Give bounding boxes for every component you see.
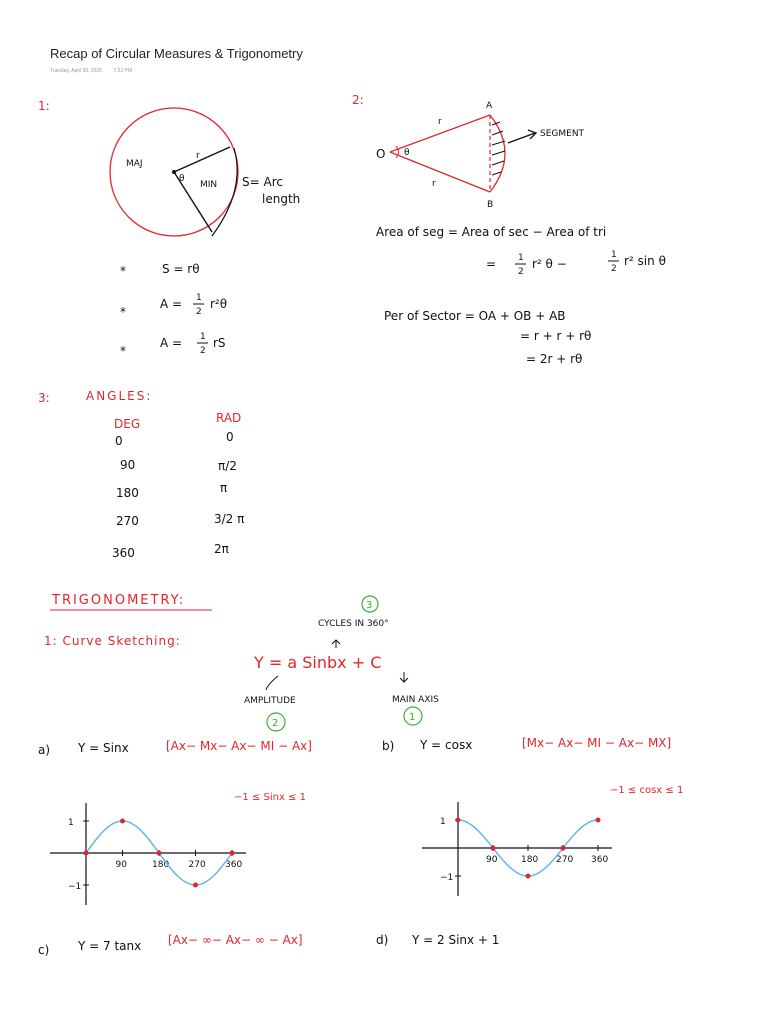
part-d-label: d): [376, 933, 389, 947]
amplitude-label: AMPLITUDE: [244, 696, 296, 706]
cos-key-point: [456, 818, 461, 823]
rad-header: RAD: [216, 411, 242, 425]
formula-area2-suffix: rS: [213, 336, 226, 350]
circle-1-label: 1: [409, 712, 416, 723]
cos-graph: [422, 802, 612, 896]
rad-row-5: 2π: [214, 542, 229, 556]
circle-3-label: 3: [366, 600, 373, 611]
area-half-den-2: 2: [611, 264, 617, 274]
page-date: Tuesday, April 29, 2025: [50, 68, 102, 74]
sector-r-top: r: [438, 117, 442, 127]
radius-label: r: [196, 151, 200, 161]
page-time: 7:22 PM: [113, 68, 132, 74]
section-1-number: 1:: [38, 99, 50, 113]
centre-point: [172, 170, 176, 174]
arc-label-1: S= Arc: [242, 175, 283, 189]
star-1: *: [120, 264, 126, 278]
sin-key-point: [157, 851, 162, 856]
sin-x-tick-label: 360: [225, 860, 243, 870]
area-half-num-1: 1: [518, 253, 524, 263]
part-a-pattern: [Ax− Mx− Ax− MI − Ax]: [166, 739, 312, 753]
rad-row-1: 0: [226, 430, 234, 444]
formula-area-suffix: r²θ: [210, 297, 228, 311]
area-seg-term-2: r² sin θ: [624, 254, 666, 268]
half-num-1: 1: [196, 293, 202, 303]
section-1: [38, 99, 300, 358]
radius-line-1: [174, 147, 230, 172]
deg-row-2: 90: [120, 458, 136, 472]
theta-label: θ: [179, 174, 185, 184]
main-axis-arrow: [400, 672, 408, 682]
sin-key-point: [84, 851, 89, 856]
rad-row-3: π: [220, 481, 228, 495]
cos-key-point: [596, 818, 601, 823]
part-c-pattern: [Ax− ∞− Ax− ∞ − Ax]: [168, 933, 303, 947]
deg-row-3: 180: [116, 486, 139, 500]
half-num-2: 1: [200, 332, 206, 342]
area-seg-eq: =: [486, 257, 497, 271]
cos-y-tick-label: 1: [440, 817, 446, 827]
deg-row-4: 270: [116, 514, 139, 528]
section-3: [38, 389, 244, 560]
part-b-label: b): [382, 739, 395, 753]
formula-arc: S = rθ: [162, 262, 200, 276]
perimeter-line-3: = 2r + rθ: [526, 352, 583, 366]
sin-x-tick-label: 270: [188, 860, 206, 870]
rad-row-4: 3/2 π: [214, 512, 245, 526]
trig-subtitle: 1: Curve Sketching:: [44, 634, 181, 648]
part-b-pattern: [Mx− Ax− MI − Ax− MX]: [522, 736, 672, 750]
point-o: O: [376, 147, 386, 161]
formula-area-prefix: A =: [160, 297, 183, 311]
point-a: A: [486, 101, 493, 111]
sin-x-tick-label: 180: [152, 860, 170, 870]
arc-label-2: length: [262, 192, 301, 206]
area-half-num-2: 1: [611, 250, 617, 260]
sector-theta: θ: [404, 148, 410, 158]
cos-key-point: [491, 846, 496, 851]
angles-title: ANGLES:: [86, 389, 153, 403]
cos-key-point: [526, 874, 531, 879]
area-seg-line-1: Area of seg = Area of sec − Area of tri: [376, 225, 607, 239]
sector-r-bottom: r: [432, 179, 436, 189]
formula-area2-prefix: A =: [160, 336, 183, 350]
part-a-equation: Y = Sinx: [78, 741, 129, 755]
section-2: [352, 93, 666, 366]
deg-row-5: 360: [112, 546, 135, 560]
sector-side-ob: [390, 152, 490, 192]
page-title: Recap of Circular Measures & Trigonometry: [50, 46, 303, 61]
general-formula: Y = a Sinbx + C: [254, 653, 382, 672]
section-3-number: 3:: [38, 391, 50, 405]
cos-x-tick-label: 360: [591, 855, 609, 865]
theta-arc: [396, 146, 399, 158]
min-label: MIN: [200, 180, 218, 190]
area-half-den-1: 2: [518, 267, 524, 277]
perimeter-line-1: Per of Sector = OA + OB + AB: [384, 309, 566, 323]
deg-row-1: 0: [115, 434, 123, 448]
sin-y-tick-label: 1: [68, 818, 74, 828]
rad-row-2: π/2: [218, 459, 237, 473]
cos-y-tick-label: −1: [440, 873, 454, 883]
cos-x-tick-label: 180: [521, 855, 539, 865]
half-den-2: 2: [200, 346, 206, 356]
amplitude-arrow: [266, 676, 278, 690]
perimeter-line-2: = r + r + rθ: [520, 329, 592, 343]
area-seg-term-1: r² θ −: [532, 257, 567, 271]
section-2-number: 2:: [352, 93, 364, 107]
segment-label: SEGMENT: [540, 129, 585, 139]
point-b: B: [487, 200, 494, 210]
sin-range: −1 ≤ Sinx ≤ 1: [234, 792, 306, 803]
star-2: *: [120, 305, 126, 319]
star-3: *: [120, 344, 126, 358]
circle-2-label: 2: [272, 718, 279, 729]
sin-key-point: [120, 819, 125, 824]
part-a-label: a): [38, 743, 51, 757]
part-d-equation: Y = 2 Sinx + 1: [412, 933, 500, 947]
trig-title: TRIGONOMETRY:: [52, 593, 186, 608]
cos-range: −1 ≤ cosx ≤ 1: [610, 785, 684, 796]
half-den-1: 2: [196, 307, 202, 317]
cos-key-point: [561, 846, 566, 851]
cos-x-tick-label: 270: [556, 855, 574, 865]
cycles-arrow: [332, 640, 340, 648]
cos-x-tick-label: 90: [486, 855, 498, 865]
main-axis-label: MAIN AXIS: [392, 695, 439, 705]
part-c-equation: Y = 7 tanx: [78, 939, 142, 953]
cycles-label: CYCLES IN 360°: [318, 619, 389, 629]
sin-x-tick-label: 90: [115, 860, 127, 870]
maj-label: MAJ: [126, 159, 143, 169]
part-b-equation: Y = cosx: [420, 738, 473, 752]
arc-bracket: [212, 148, 237, 236]
sin-key-point: [230, 851, 235, 856]
sin-y-tick-label: −1: [68, 882, 82, 892]
sin-graph: [50, 803, 246, 905]
part-c-label: c): [38, 943, 50, 957]
sin-key-point: [193, 883, 198, 888]
deg-header: DEG: [114, 417, 141, 431]
trig-section: [38, 593, 683, 957]
